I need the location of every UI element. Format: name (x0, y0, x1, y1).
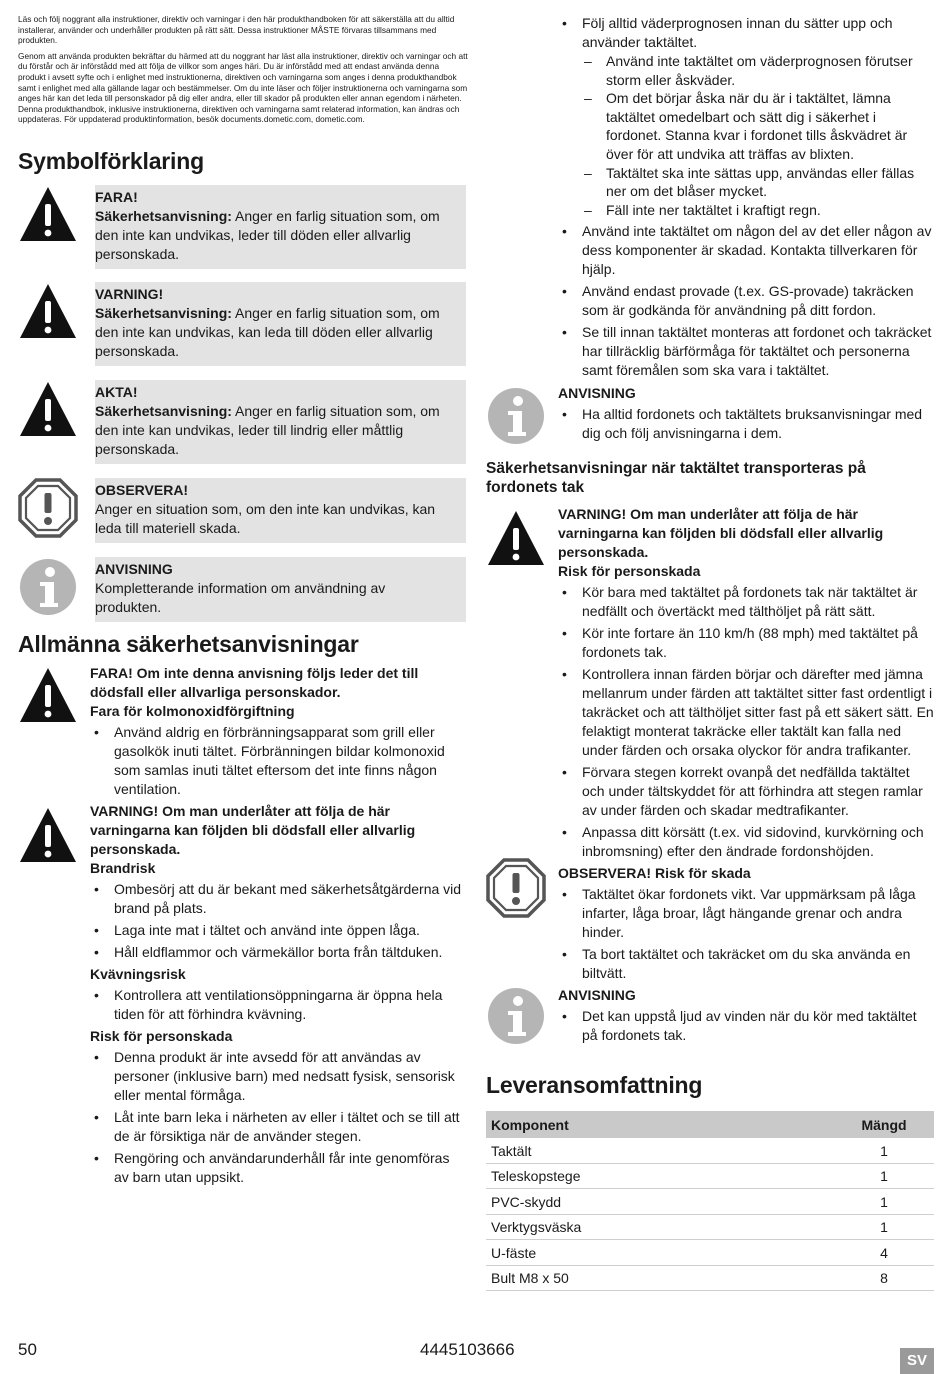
info-icon (486, 986, 546, 1046)
transport-list (558, 583, 934, 861)
component-cell: Teleskopstege (486, 1163, 834, 1189)
transport-subheading: Risk för personskada (558, 563, 701, 580)
symbol-description (95, 500, 458, 538)
symbol-title: FARA! (95, 188, 138, 205)
quantity-cell: 4 (834, 1240, 934, 1266)
note-list (558, 1007, 934, 1045)
symbol-description (95, 304, 458, 361)
co-list (90, 723, 468, 799)
list-item: • Rengöring och användarunderhåll får inte genomföras av barn utan uppsikt. (90, 1149, 468, 1187)
warning-triangle-icon (18, 282, 78, 342)
symbol-row (18, 282, 468, 380)
suffocation-subheading: Kvävningsrisk (90, 965, 186, 982)
component-cell: Bult M8 x 50 (486, 1265, 834, 1291)
symbol-row (18, 557, 468, 628)
symbol-title: OBSERVERA! (95, 481, 189, 498)
table-row (486, 1163, 934, 1189)
fire-subheading: Brandrisk (90, 859, 156, 876)
notice-octagon-icon (18, 478, 78, 538)
injury-list (90, 1048, 468, 1187)
note-block-2 (486, 986, 934, 1045)
list-item: • Kör bara med taktältet på fordonets tak när taktältet är nedfällt och övertäckt med tälthöljet på rätt sätt. (558, 583, 934, 621)
symbol-description-box (95, 185, 466, 269)
caution-triangle-icon (18, 380, 78, 440)
list-item: • Håll eldflammor och värmekällor borta från tältduken. (90, 943, 468, 962)
fire-list (90, 880, 468, 962)
list-item: • Ombesörj att du är bekant med säkerhetsåtgärderna vid brand på plats. (90, 880, 468, 918)
table-header-row (486, 1111, 934, 1138)
sub-list-item: – Använd inte taktältet om väderprognosen förutser storm eller åskväder. (582, 52, 934, 89)
list-item: • Använd aldrig en förbränningsapparat som grill eller gasolkök inuti tältet. Förbränningen bildar kolmonoxid som samlas inuti tältet eftersom det inte finns någon ventilation. (90, 723, 468, 799)
symbol-description (95, 579, 458, 617)
weather-item-text: Följ alltid väderprognosen innan du sätter upp och använder taktältet. (582, 15, 893, 50)
symbol-text: Anger en farlig situation som, om den inte kan undvikas, leder till lindrig eller måttlig personskada. (95, 402, 440, 457)
transport-heading: Säkerhetsanvisningar när taktältet transporteras på fordonets tak (486, 460, 866, 497)
table-row (486, 1240, 934, 1266)
list-item: • Låt inte barn leka i närheten av eller i tältet och se till att de är försiktiga när de använder stegen. (90, 1108, 468, 1146)
symbols-list (18, 185, 468, 628)
column-header-component: Komponent (486, 1111, 834, 1138)
list-item: • Taktältet ökar fordonets vikt. Var uppmärksam på låga infarter, låga broar, lågt hängande grenar och andra hinder. (558, 885, 934, 942)
table-row (486, 1265, 934, 1291)
sub-list-item: – Taktältet ska inte sättas upp, användas eller fällas ner om det blåser mycket. (582, 164, 934, 201)
language-badge: SV (900, 1348, 934, 1374)
weather-sub-list (582, 52, 934, 219)
symbol-label: Säkerhetsanvisning: (95, 207, 232, 224)
transport-warning-head: VARNING! Om man underlåter att följa de här varningarna kan följden bli dödsfall eller allvarlig personskada. (558, 506, 884, 561)
list-item: • Denna produkt är inte avsedd för att användas av personer (inklusive barn) med nedsatt fysisk, sensorisk eller mental förmåga. (90, 1048, 468, 1105)
component-cell: PVC-skydd (486, 1189, 834, 1215)
page-number: 50 (18, 1340, 37, 1359)
table-row (486, 1138, 934, 1163)
injury-subheading: Risk för personskada (90, 1027, 233, 1044)
danger-block (18, 664, 468, 799)
intro-paragraph-1: Läs och följ noggrant alla instruktioner, direktiv och varningar i den här produkthandboken för att säkerställa att du alltid installerar, använder och underhåller produkten på rätt sätt. Dessa instruktioner MÅSTE förvaras tillsammans med produkten. (18, 14, 455, 46)
note-block-1 (486, 384, 934, 443)
symbol-description-box (95, 478, 466, 543)
info-icon (486, 386, 546, 446)
list-item: • Kontrollera att ventilationsöppningarna är öppna hela tiden för att förhindra kvävning. (90, 986, 468, 1024)
symbol-row (18, 185, 468, 282)
warning-triangle-icon (486, 509, 546, 569)
quantity-cell: 1 (834, 1189, 934, 1215)
symbol-label: Säkerhetsanvisning: (95, 304, 232, 321)
column-header-quantity: Mängd (834, 1111, 934, 1138)
sub-list-item: – Fäll inte ner taktältet i kraftigt regn. (582, 201, 934, 220)
danger-warning-icon (18, 185, 78, 245)
warning-head: VARNING! Om man underlåter att följa de här varningarna kan följden bli dödsfall eller allvarlig personskada. (90, 802, 416, 857)
right-column (486, 14, 934, 1291)
warning-block (18, 802, 468, 1187)
sub-list-item: – Om det börjar åska när du är i taktältet, lämna taktältet omedelbart och sätt dig i säkerhet i fordonet. Stanna kvar i fordonet tills åskvädret är över för att undvika att träffas av blixten. (582, 89, 934, 163)
co-subheading: Fara för kolmonoxidförgiftning (90, 702, 295, 719)
symbol-row (18, 478, 468, 557)
list-item: • Ta bort taktältet och takräcket om du ska använda en biltvätt. (558, 945, 934, 983)
list-item: • Se till innan taktältet monteras att fordonet och takräcket har tillräcklig bärförmåga för taktältet och personerna samt föremålen som ska vara i taktältet. (558, 323, 934, 380)
symbol-description (95, 402, 458, 459)
note-head: ANVISNING (558, 385, 636, 402)
info-icon (18, 557, 78, 617)
notice-block (486, 864, 934, 983)
left-column (18, 14, 468, 1190)
symbol-row (18, 380, 468, 478)
suffocation-list (90, 986, 468, 1024)
warning-triangle-icon (18, 806, 78, 866)
component-cell: U-fäste (486, 1240, 834, 1266)
notice-octagon-icon (486, 858, 546, 918)
intro-text (18, 14, 468, 125)
list-item: • Använd endast provade (t.ex. GS-provade) takräcken som är godkända för användning på ditt fordon. (558, 282, 934, 320)
symbol-title: VARNING! (95, 285, 164, 302)
note-list (558, 405, 934, 443)
notice-head: OBSERVERA! Risk för skada (558, 865, 751, 882)
list-item (558, 14, 934, 219)
danger-head: FARA! Om inte denna anvisning följs leder det till dödsfall eller allvarliga personskador. (90, 664, 419, 700)
danger-warning-icon (18, 666, 78, 726)
quantity-cell: 1 (834, 1163, 934, 1189)
symbol-description-box (95, 557, 466, 622)
delivery-heading: Leveransomfattning (486, 1072, 703, 1099)
quantity-cell: 1 (834, 1138, 934, 1163)
quantity-cell: 1 (834, 1214, 934, 1240)
list-item: • Använd inte taktältet om någon del av det eller någon av dess komponenter är skadad. Kontakta tillverkaren för hjälp. (558, 222, 934, 279)
note-head: ANVISNING (558, 987, 636, 1004)
general-safety-heading: Allmänna säkerhetsanvisningar (18, 630, 359, 657)
notice-list (558, 885, 934, 983)
symbol-title: AKTA! (95, 383, 138, 400)
component-cell: Verktygsväska (486, 1214, 834, 1240)
symbol-description (95, 207, 458, 264)
symbol-label: Säkerhetsanvisning: (95, 402, 232, 419)
delivery-table (486, 1111, 934, 1291)
table-row (486, 1214, 934, 1240)
delivery-table-body (486, 1138, 934, 1291)
symbol-title: ANVISNING (95, 560, 173, 577)
symbol-description-box (95, 380, 466, 464)
document-number: 4445103666 (420, 1340, 515, 1359)
symbol-text: Kompletterande information om användning av produkten. (95, 579, 386, 615)
symbol-text: Anger en farlig situation som, om den inte kan undvikas, leder till döden eller allvarlig personskada. (95, 207, 440, 262)
symbol-heading: Symbolförklaring (18, 147, 204, 174)
list-item: • Förvara stegen korrekt ovanpå det nedfällda taktältet och under tältskyddet för att förhindra att stegen ramlar av under färden och skadar medtrafikanter. (558, 763, 934, 820)
table-row (486, 1189, 934, 1215)
list-item: • Anpassa ditt körsätt (t.ex. vid sidovind, kurvkörning och inbromsning) efter den ändrade fordonshöjden. (558, 823, 934, 861)
symbol-text: Anger en situation som, om den inte kan undvikas, kan leda till materiell skada. (95, 500, 436, 536)
list-item: • Laga inte mat i tältet och använd inte öppen låga. (90, 921, 468, 940)
symbol-description-box (95, 282, 466, 366)
list-item: • Kontrollera innan färden börjar och därefter med jämna mellanrum under färden att taktältet sitter fast ordentligt i takräcket och att tälthöljet sitter fast på ett säkert sätt. En felaktigt monterat takräcke eller taktält kan falla ned under färden och orsaka olyckor för andra trafikanter. (558, 665, 934, 760)
symbol-text: Anger en farlig situation som, om den inte kan undvikas, kan leda till döden eller allvarlig personskada. (95, 304, 440, 359)
list-item: • Det kan uppstå ljud av vinden när du kör med taktältet på fordonets tak. (558, 1007, 934, 1045)
list-item: • Ha alltid fordonets och taktältets bruksanvisningar med dig och följ anvisningarna i dem. (558, 405, 934, 443)
transport-warning-block (486, 505, 934, 861)
intro-paragraph-2: Genom att använda produkten bekräftar du härmed att du noggrant har läst alla instruktioner, direktiv och varningar och att du förstår och är införstådd med att följa de villkor som anges häri. Du är införstådd med att endast använda denna produkt i avsett syfte och i enlighet med instruktionerna, direktiven och varningarna som anges i denna produkthandbok samt i enlighet med alla gällande lagar och bestämmelser. Om du inte läser och följer instruktionerna och varningarna som anges här kan det leda till personskador på dig eller andra, eller till skador på produkten eller annan egendom i närheten. Denna produkthandbok, inklusive instruktionerna, direktiven och varningarna samt relaterad information, kan ändras och uppdateras. För uppdaterad produktinformation, besök documents.dometic.com, dometic.com. (18, 50, 468, 125)
component-cell: Taktält (486, 1138, 834, 1163)
list-item: • Kör inte fortare än 110 km/h (88 mph) med taktältet på fordonets tak. (558, 624, 934, 662)
quantity-cell: 8 (834, 1265, 934, 1291)
weather-list (558, 14, 934, 380)
